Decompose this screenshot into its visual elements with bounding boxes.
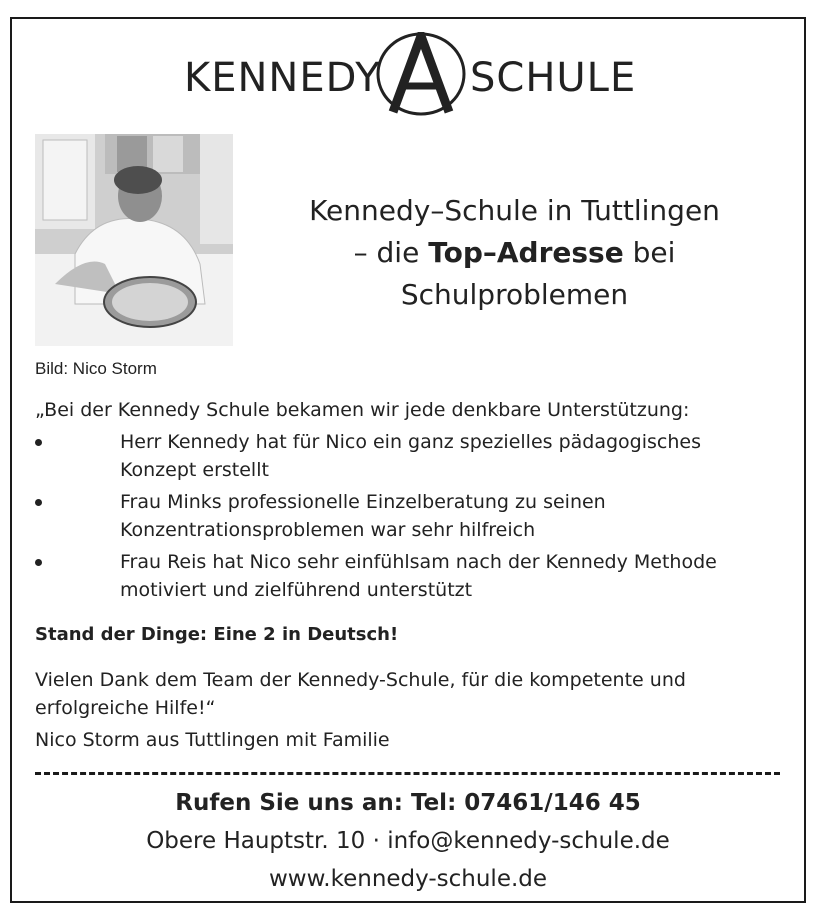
logo-word-schule: SCHULE (470, 55, 637, 101)
logo-word-kennedy: KENNEDY (184, 55, 381, 101)
address-line: Obere Hauptstr. 10 · info@kennedy-schule.de (146, 828, 670, 854)
testimonial-intro: „Bei der Kennedy Schule bekamen wir jede denkbare Unterstützung: (35, 399, 690, 421)
bullet-icon (35, 439, 42, 446)
dashed-divider (35, 772, 780, 775)
thanks-text: Vielen Dank dem Team der Kennedy-Schule, für die kompetente und erfolgreiche Hilfe!“ (35, 669, 686, 719)
photo-caption: Bild: Nico Storm (35, 359, 157, 378)
headline-line-2: – die Top–Adresse bei (353, 236, 676, 269)
phone-line: Rufen Sie uns an: Tel: 07461/146 45 (175, 790, 641, 816)
bullet-icon (35, 559, 42, 566)
student-photo (35, 134, 233, 346)
bullet-icon (35, 499, 42, 506)
website-line: www.kennedy-schule.de (268, 866, 548, 892)
headline (262, 190, 767, 316)
status-statement: Stand der Dinge: Eine 2 in Deutsch! (35, 624, 399, 645)
logo-circle-a-icon (375, 32, 467, 116)
school-logo (184, 32, 637, 112)
list-item: Frau Reis hat Nico sehr einfühlsam nach der Kennedy Methode motiviert und zielführend unterstützt (35, 548, 775, 604)
support-list (35, 428, 775, 608)
list-item: Herr Kennedy hat für Nico ein ganz spezielles pädagogisches Konzept erstellt (35, 428, 775, 484)
list-item: Frau Minks professionelle Einzelberatung zu seinen Konzentrationsproblemen war sehr hilfreich (35, 488, 775, 544)
headline-line-1: Kennedy–Schule in Tuttlingen (309, 194, 720, 227)
headline-highlight: Top–Adresse (428, 236, 624, 269)
signature: Nico Storm aus Tuttlingen mit Familie (35, 729, 390, 751)
headline-line-3: Schulproblemen (400, 278, 629, 311)
